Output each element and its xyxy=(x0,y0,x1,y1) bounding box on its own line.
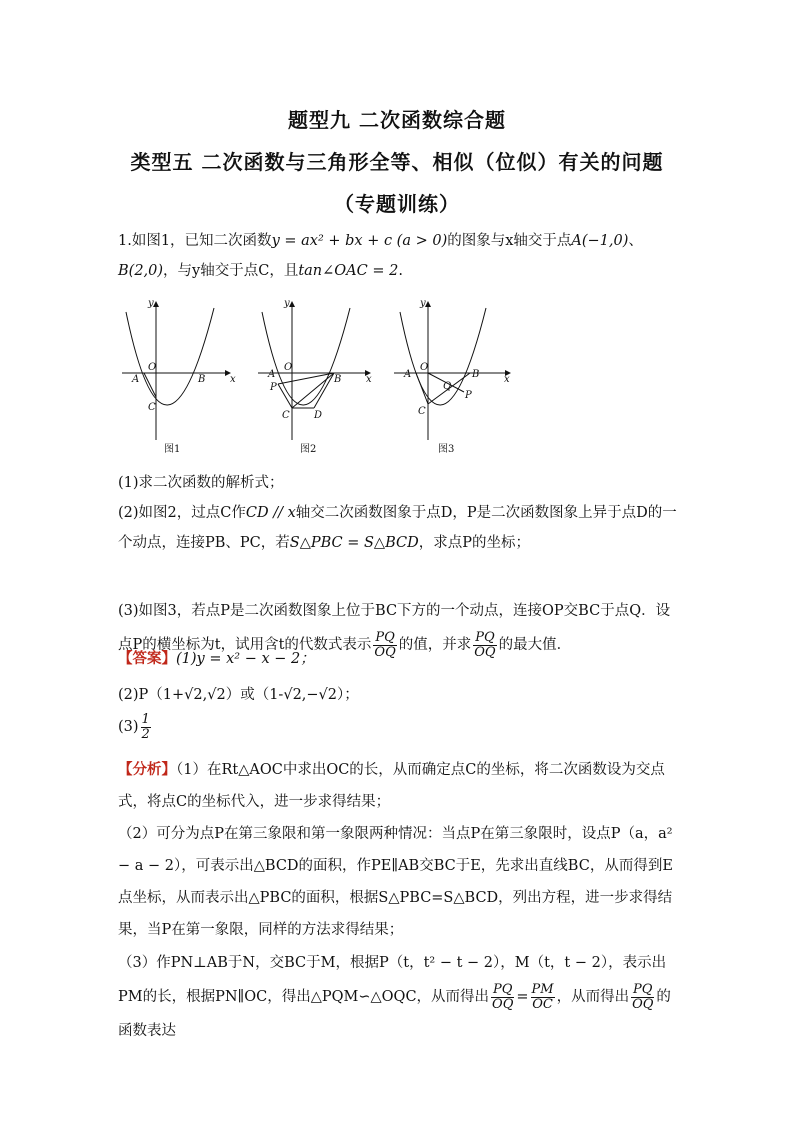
fig1-caption: 图1 xyxy=(164,444,181,455)
fig2-segment-cb xyxy=(292,373,334,408)
answer-tag: 【答案】 xyxy=(118,650,176,667)
fig2-label-b: B xyxy=(334,374,342,385)
answer-3-fraction: $\frac{1}{2}$ xyxy=(141,711,150,742)
question-1: (1)求二次函数的解析式； xyxy=(118,475,284,491)
q3-text-b: 的值，并求 xyxy=(398,637,472,653)
fig1-label-a: A xyxy=(132,374,140,385)
intro-text-b: 的图象与x轴交于点 xyxy=(447,233,572,249)
fig2-label-p: P xyxy=(270,382,277,393)
q2-cd-parallel: CD // x xyxy=(245,505,296,521)
fig2-caption: 图2 xyxy=(300,444,317,455)
fig2-label-o: O xyxy=(284,362,293,373)
intro-function: y = ax² + bx + c (a > 0) xyxy=(271,233,448,249)
fig3-caption: 图3 xyxy=(438,444,455,455)
analysis-step-2: （2）可分为点P在第三象限和第一象限两种情况：当点P在第三象限时，设点P（a，a² − a − 2），可表示出△BCD的面积，作PE∥AB交BC于E，先求出直线BC，从而得到E点坐标，从而表示出△PBC的面积，根据S△PBC=S△BCD，列出方程，进一步求得结果，当P在第一象限，同样的方法求得结果； xyxy=(118,826,673,938)
fig1-label-b: B xyxy=(198,374,206,385)
q3-text-a: (3)如图3，若点P是二次函数图象上位于BC下方的一个动点，连接OP交BC于点Q．设点P的横坐标为t，试用含t的代数式表示 xyxy=(118,603,671,653)
fig3-label-q: Q xyxy=(443,381,452,392)
fig3-label-x: x xyxy=(504,374,510,385)
fig2-label-a: A xyxy=(268,369,276,380)
fig1-label-y: y xyxy=(148,300,154,309)
fig1-label-c: C xyxy=(148,402,156,413)
fig3-label-b: B xyxy=(472,369,480,380)
fig3-segment-ac xyxy=(416,373,428,404)
intro-text-c: ，与y轴交于点C，且 xyxy=(163,263,299,279)
fig2-label-d: D xyxy=(314,410,323,421)
answer-3-label: (3) xyxy=(118,719,139,735)
q2-text-b: 轴交二次函数图象于点D，P是二次函数图象上异于点D的一个动点，连接PB、PC，若 xyxy=(118,505,677,551)
fig3-label-y: y xyxy=(420,300,426,309)
fig1-label-o: O xyxy=(148,362,157,373)
fig3-label-p: P xyxy=(465,390,472,401)
q3-fraction-1: $\frac{PQ}{OQ}$ xyxy=(374,629,396,660)
analysis-step-1: 【分析】（1）在Rt△AOC中求出OC的长，从而确定点C的坐标，将二次函数设为交点式，将点C的坐标代入，进一步求得结果； xyxy=(118,761,665,810)
fig1-label-x: x xyxy=(230,374,236,385)
analysis-fraction-pm-oc: $\frac{PM}{OC}$ xyxy=(531,981,554,1012)
analysis-step-3: （3）作PN⊥AB于N，交BC于M，根据P（t，t² − t − 2），M（t，t − 2），表示出PM的长，根据PN∥OC，得出△PQM∽△OQC，从而得出 $\frac{PQ}{OQ}$ = $\frac{PM}{OC}$ ，从而得出 $\frac{PQ}{OQ}$ 的函数表达 xyxy=(118,955,671,1039)
figure-1 xyxy=(122,302,230,440)
fig2-label-c: C xyxy=(282,410,290,421)
problem-intro xyxy=(118,226,678,286)
title-line-3: （专题训练） xyxy=(334,192,460,216)
fig2-segment-db xyxy=(314,373,334,408)
fig3-label-a: A xyxy=(404,369,412,380)
figure-3 xyxy=(394,302,510,440)
analysis xyxy=(118,754,678,1048)
fig1-parabola xyxy=(126,308,214,405)
point-b: B(2,0) xyxy=(118,263,164,279)
separator: 、 xyxy=(628,233,643,249)
intro-end: . xyxy=(398,263,403,279)
figures xyxy=(118,300,678,460)
question-2 xyxy=(118,498,678,558)
fig3-label-o: O xyxy=(420,362,429,373)
q3-fraction-2: $\frac{PQ}{OQ}$ xyxy=(474,629,496,660)
answer-1 xyxy=(118,644,315,674)
title-line-2: 类型五 二次函数与三角形全等、相似（位似）有关的问题 xyxy=(130,150,664,174)
q2-text-a: (2)如图2，过点C作 xyxy=(118,505,246,521)
point-a: A(−1,0) xyxy=(571,233,629,249)
analysis-tag: 【分析】 xyxy=(118,761,176,778)
fig2-label-y: y xyxy=(284,300,290,309)
analysis-fraction-pq-oq: $\frac{PQ}{OQ}$ xyxy=(492,981,514,1012)
intro-text-a: 1.如图1，已知二次函数 xyxy=(118,233,272,249)
answer-3 xyxy=(118,712,153,742)
title-line-1: 题型九 二次函数综合题 xyxy=(288,108,506,132)
q2-area-condition: S△PBC = S△BCD xyxy=(289,535,419,551)
answer-1-text: (1)y = x² − x − 2； xyxy=(176,651,315,667)
q2-text-c: ，求点P的坐标； xyxy=(418,535,530,551)
fig1-segment-ac xyxy=(144,373,156,397)
fig2-label-x: x xyxy=(366,374,372,385)
answer-2: (2)P（1+√2,√2）或（1-√2,−√2）； xyxy=(118,687,359,703)
q3-text-c: 的最大值． xyxy=(498,637,572,653)
analysis-fraction-pq-oq-2: $\frac{PQ}{OQ}$ xyxy=(632,981,654,1012)
fig3-label-c: C xyxy=(418,406,426,417)
tan-condition: tan∠OAC = 2 xyxy=(298,263,399,279)
